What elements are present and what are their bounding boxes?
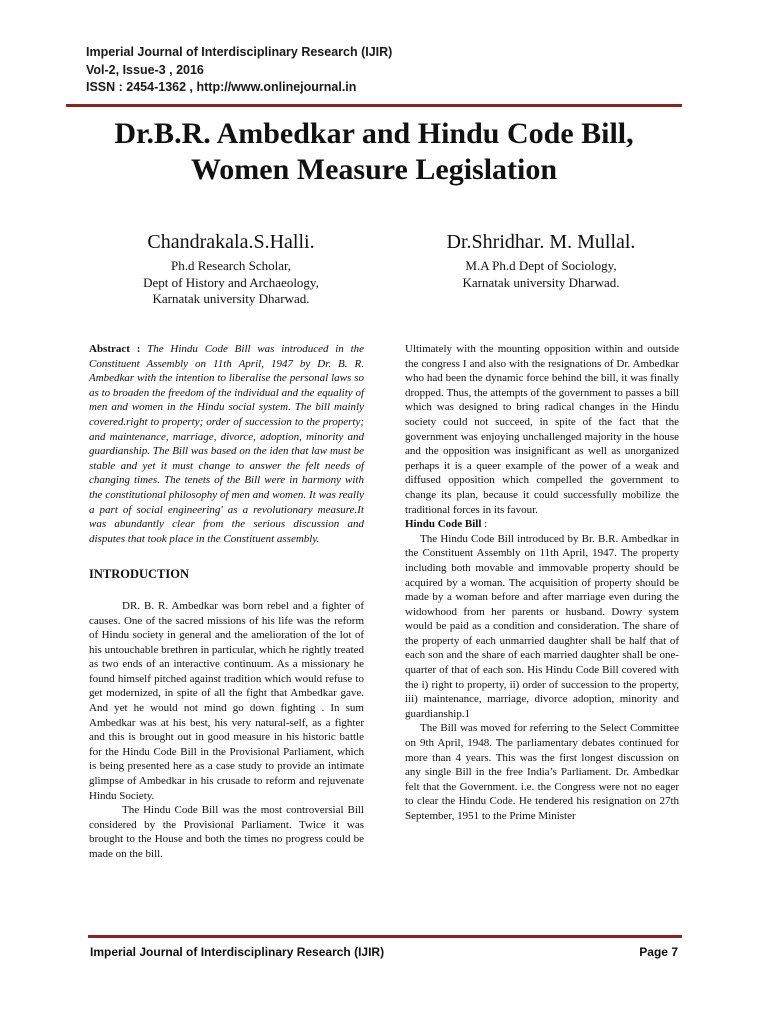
hindu-code-bill-heading-colon: : [481, 518, 488, 531]
journal-issn: ISSN : 2454-1362 , http://www.onlinejournal.in [86, 80, 357, 94]
author-2-affiliation-2: Karnatak university Dharwad. [462, 274, 620, 290]
author-2 [400, 229, 682, 291]
introduction-paragraph-2: The Hindu Code Bill was the most controversial Bill considered by the Provisional Parliament. Twice it was brought to the House and both the times no progress could be made on the bill. [89, 804, 364, 860]
abstract-label: Abstract : [89, 343, 141, 355]
page-number: Page 7 [639, 945, 678, 959]
journal-volume: Vol-2, Issue-3 , 2016 [86, 62, 204, 77]
footer-rule [88, 935, 682, 938]
right-paragraph-2: The Hindu Code Bill introduced by Br. B.R. Ambedkar in the Constituent Assembly on 11th April, 1947. The property including both movable and immovable property should be acquired by a woman. The acquisition of property should be made by a woman before and after marriage even during the widowhood from her parents or husband. Dowry system would be paid as a condition and consideration. The share of the property of each unmarried daughter shall be half that of each son and the share of each married daughter shall be one-quarter of that of each son. His Hindu Code Bill covered with the i) right to property, ii) order of succession to the property, iii) maintenance, marriage, divorce adoption, minority and guardianship.1 [405, 532, 679, 720]
introduction-heading: INTRODUCTION [89, 567, 190, 582]
author-1-affiliation-3: Karnatak university Dharwad. [152, 291, 310, 306]
author-1-affiliation-1: Ph.d Research Scholar, [170, 258, 292, 273]
author-1 [100, 229, 362, 308]
right-paragraph-1: Ultimately with the mounting opposition within and outside the congress I and also with the resignations of Dr. Ambedkar who had been the dynamic force behind the bill, it was finally dropped. Thus, the attempts of the government to passes a bill which was designed to bring radical changes in the Hindu society could not succeed, in spite of the fact that the government was enjoying unchallenged majority in the house and the opposition was insignificant as well as unorganized perhaps it is a queer example of the power of a weak and diffused opposition which compelled the government to change its plan, because it could successfully mobilize the traditional forces in its favour. [405, 343, 679, 516]
paper-title [66, 116, 682, 188]
footer-journal: Imperial Journal of Interdisciplinary Research (IJIR) [90, 945, 385, 959]
hindu-code-bill-heading: Hindu Code Bill [405, 518, 482, 531]
author-2-affiliation-1: M.A Ph.d Dept of Sociology, [465, 258, 617, 273]
hindu-code-bill-heading-line [405, 517, 679, 532]
author-2-name: Dr.Shridhar. M. Mullal. [446, 231, 636, 253]
title-line-2: Women Measure Legislation [190, 153, 558, 186]
journal-name: Imperial Journal of Interdisciplinary Research (IJIR) [86, 45, 393, 59]
header-rule [66, 104, 682, 107]
left-column [89, 342, 364, 862]
introduction-paragraph-1: DR. B. R. Ambedkar was born rebel and a fighter of causes. One of the sacred missions of his life was the reform of Hindu society in general and the amelioration of the lot of his untouchable brethren in particular, which he rightly treated as two ends of an interactive continuum. As a missionary he found himself pitched against tradition which would refuse to get modernized, in spite of all the fight that Ambedkar gave. And yet he would not mind go down fighting . In sum Ambedkar was at his best, his very natural-self, as a fighter and this is brought out in good measure in his historic battle for the Hindu Code Bill in the Provisional Parliament, which is being presented here as a case study to provide an intimate glimpse of Ambedkar in his crusade to reform and rejuvenate Hindu Society. [89, 599, 364, 802]
right-column [405, 342, 679, 824]
author-1-name: Chandrakala.S.Halli. [147, 231, 315, 253]
abstract [89, 342, 364, 546]
author-1-affiliation-2: Dept of History and Archaeology, [143, 274, 319, 290]
title-line-1: Dr.B.R. Ambedkar and Hindu Code Bill, [114, 117, 634, 150]
abstract-text: The Hindu Code Bill was introduced in the Constituent Assembly on 11th April, 1947 by Dr. B. R. Ambedkar with the intention to liberalise the personal laws so as to broaden the freedom of the individual and the equality of men and women in the Hindu social system. The bill mainly covered.right to property; order of succession to the property; and maintenance, marriage, divorce, adoption, minority and guardianship. The Bill was based on the iden that law must be stable and yet it must change to answer the felt needs of changing times. The tenets of the Bill were in harmony with the constitutional philosophy of men and women. It was really a part of social engineering' as a revolutionary measure.It was abundantly clear from the serious discussion and disputes that took place in the Constituent assembly. [89, 343, 365, 545]
right-paragraph-3: The Bill was moved for referring to the Select Committee on 9th April, 1948. The parliamentary debates continued for more than 4 years. This was the first longest discussion on any single Bill in the free India’s Parliament. Dr. Ambedkar felt that the Government. i.e. the Congress were not no eager to clear the Hindu Code. He tendered his resignation on 27th September, 1951 to the Prime Minister [405, 722, 679, 822]
journal-header [86, 44, 392, 97]
